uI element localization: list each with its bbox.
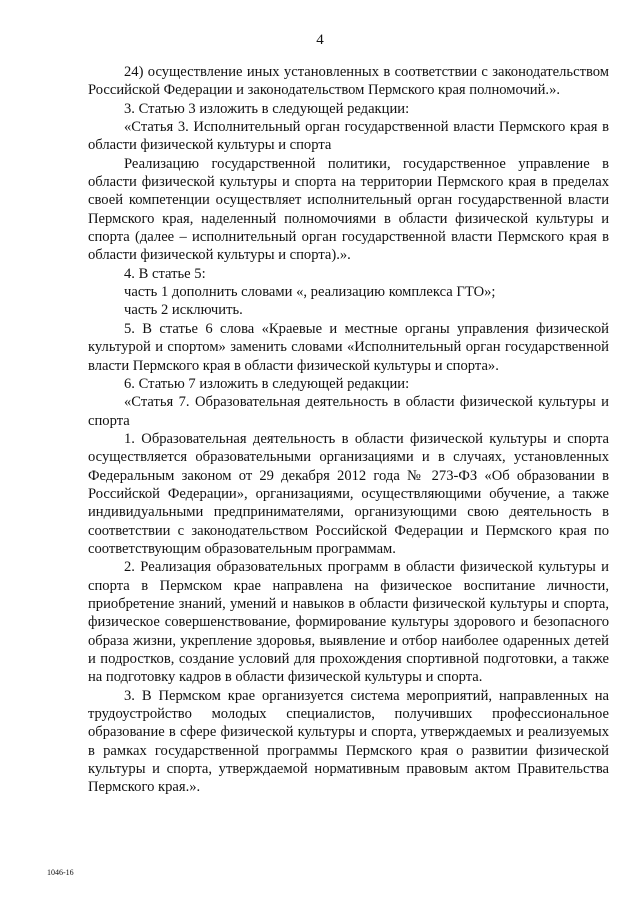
amendment-4-part-2: часть 2 исключить. [124,302,243,319]
page-number: 4 [316,32,324,48]
article-7-part-2: 2. Реализация образовательных программ в области физической культуры и спорта в Пермском крае направлена на физическое воспитание личности, приобретение знаний, умений и навыков в области физической культуры и спорта, физическое совершенствование, формирование культуры здорового и безопасного образа жизни, укрепление здоровья, выявление и отбор наиболее одаренных детей и подростков, создание условий для прохождения спортивной подготовки, а также на подготовку кадров в области физической культуры и спорта. [88,559,609,686]
article-3-text: Реализацию государственной политики, государственное управление в области физической культуры и спорта на территории Пермского края в пределах своей компетенции осуществляет исполнительный орган государственной власти Пермского края, наделенный полномочиями в области физической культуры и спорта (далее – исполнительный орган государственной власти Пермского края в области физической культуры и спорта).». [88,155,609,264]
article-7-part-1: 1. Образовательная деятельность в области физической культуры и спорта осуществляется образовательными организациями и в случаях, установленных Федеральным законом от 29 декабря 2012 года № 273-ФЗ «Об образовании в Российской Федерации», организациями, осуществляющими обучение, а также индивидуальными предпринимателями, организующими свою деятельность в соответствии с законодательством Российской Федерации и Пермского края по соответствующим образовательным программам. [88,430,609,557]
paragraph-amendment-6: 6. Статью 7 изложить в следующей редакции: [124,375,410,392]
paragraph-amendment-4: 4. В статье 5: [124,265,206,282]
document-body [88,63,609,797]
article-3-heading: «Статья 3. Исполнительный орган государственной власти Пермского края в области физической культуры и спорта [88,119,609,154]
amendment-4-part-1: часть 1 дополнить словами «, реализацию комплекса ГТО»; [124,284,496,301]
footer-code: 1046-16 [47,868,74,877]
article-7-heading: «Статья 7. Образовательная деятельность в области физической культуры и спорта [88,394,609,429]
paragraph-amendment-5: 5. В статье 6 слова «Краевые и местные органы управления физической культурой и спортом» заменить словами «Исполнительный орган государственной власти Пермского края в области физической культуры и спорта». [88,320,609,374]
paragraph-amendment-3: 3. Статью 3 изложить в следующей редакции: [124,100,410,117]
article-7-part-3: 3. В Пермском крае организуется система мероприятий, направленных на трудоустройство молодых специалистов, получивших профессиональное образование в сфере физической культуры и спорта, утверждаемых и реализуемых в рамках государственной программы Пермского края о развитии физической культуры и спорта, утверждаемой нормативным правовым актом Правительства Пермского края.». [88,687,609,796]
paragraph-item-24: 24) осуществление иных установленных в соответствии с законодательством Российской Федерации и законодательством Пермского края полномочий.». [88,64,609,99]
